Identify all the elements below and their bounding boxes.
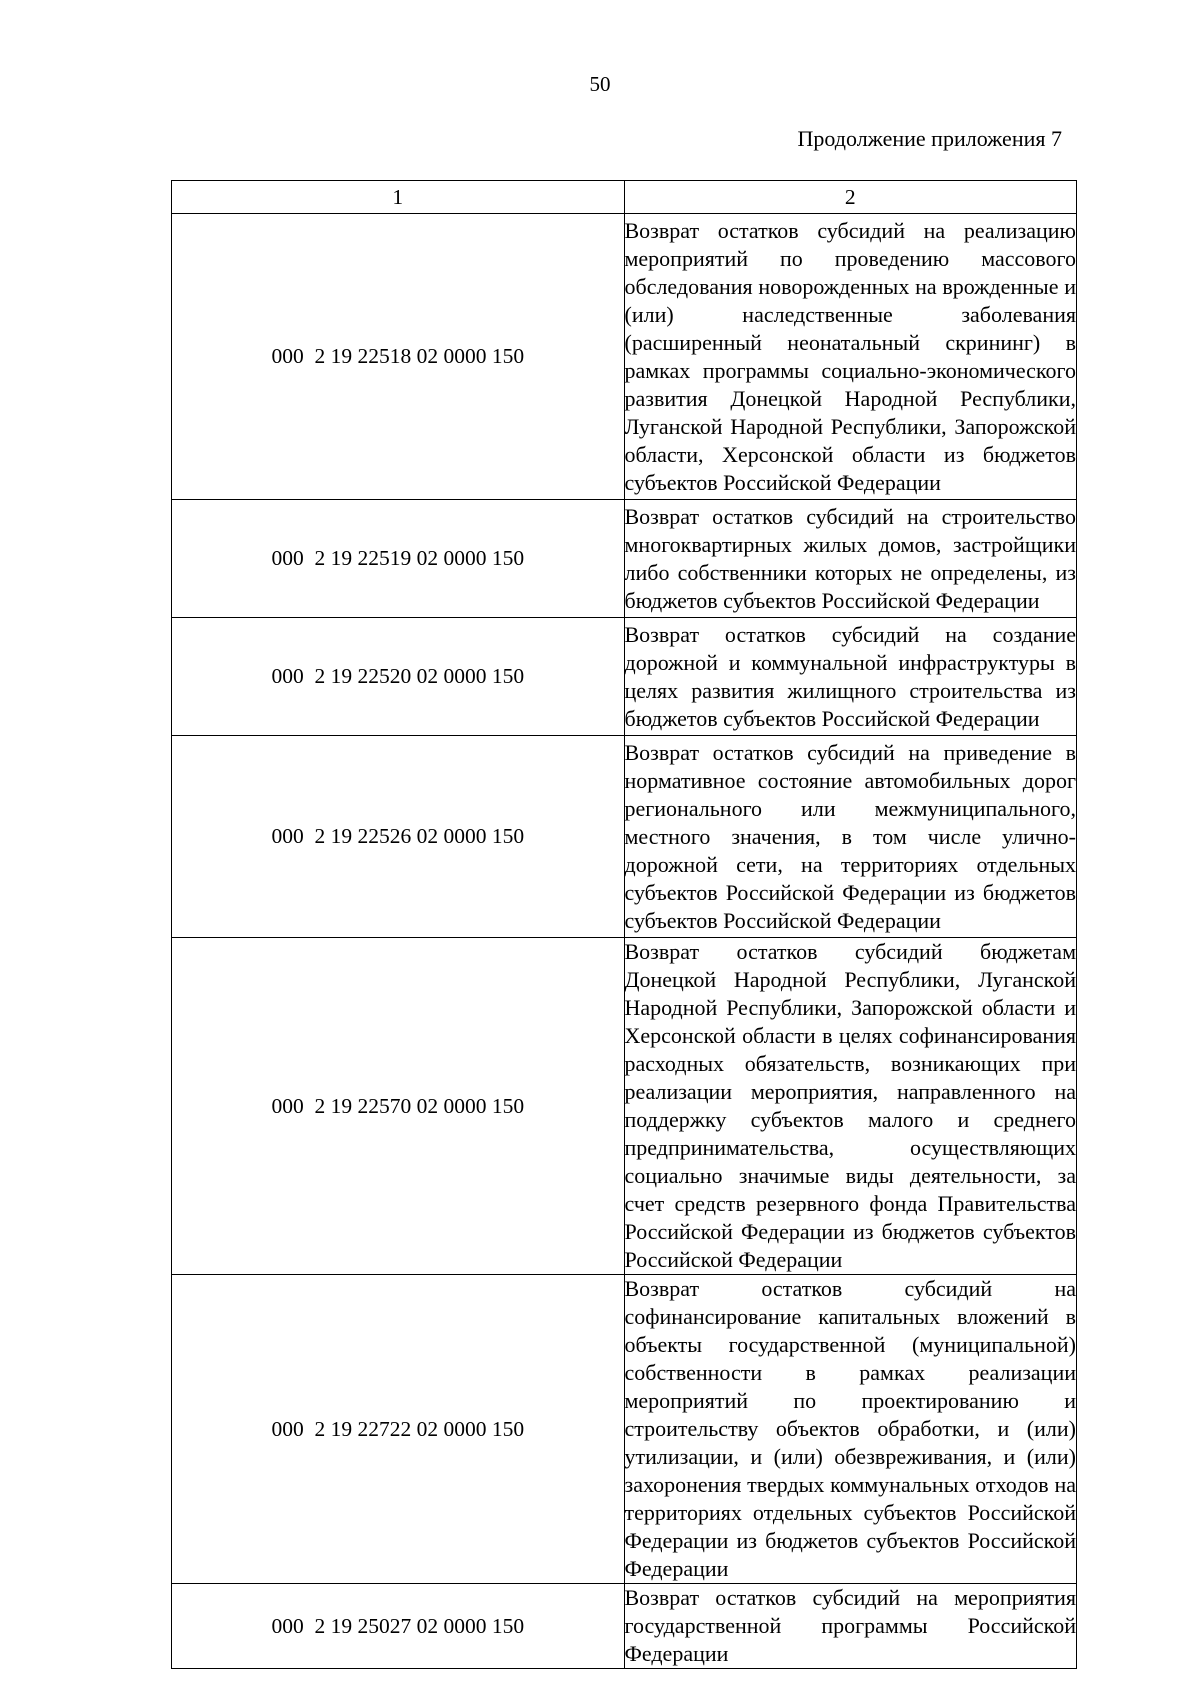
table-row	[172, 736, 1077, 938]
table-row	[172, 214, 1077, 500]
column-header-1: 1	[172, 181, 625, 214]
description-cell: Возврат остатков субсидий на софинансирование капитальных вложений в объекты государственной (муниципальной) собственности в рамках реализации мероприятий по проектированию и строительству объектов обработки, и (или) утилизации, и (или) обезвреживания, и (или) захоронения твердых коммунальных отходов на территориях отдельных субъектов Российской Федерации из бюджетов субъектов Российской Федерации	[624, 1275, 1077, 1584]
budget-code-cell: 000 2 19 22519 02 0000 150	[172, 500, 625, 618]
budget-code-cell: 000 2 19 25027 02 0000 150	[172, 1584, 625, 1669]
page-number: 50	[589, 72, 611, 96]
description-cell: Возврат остатков субсидий на создание дорожной и коммунальной инфраструктуры в целях развития жилищного строительства из бюджетов субъектов Российской Федерации	[624, 618, 1077, 736]
description-cell: Возврат остатков субсидий на реализацию мероприятий по проведению массового обследования новорожденных на врожденные и (или) наследственные заболевания (расширенный неонатальный скрининг) в рамках программы социально-экономического развития Донецкой Народной Республики, Луганской Народной Республики, Запорожской области, Херсонской области из бюджетов субъектов Российской Федерации	[624, 214, 1077, 500]
description-cell: Возврат остатков субсидий на приведение в нормативное состояние автомобильных дорог регионального или межмуниципального, местного значения, в том числе улично-дорожной сети, на территориях отдельных субъектов Российской Федерации из бюджетов субъектов Российской Федерации	[624, 736, 1077, 938]
table-header-row	[172, 181, 1077, 214]
column-header-2: 2	[624, 181, 1077, 214]
description-cell: Возврат остатков субсидий на мероприятия государственной программы Российской Федерации	[624, 1584, 1077, 1669]
table-row	[172, 1275, 1077, 1584]
table-row	[172, 618, 1077, 736]
budget-codes-table	[171, 180, 1077, 1669]
budget-code-cell: 000 2 19 22518 02 0000 150	[172, 214, 625, 500]
table-row	[172, 938, 1077, 1275]
description-cell: Возврат остатков субсидий бюджетам Донецкой Народной Республики, Луганской Народной Республики, Запорожской области и Херсонской области в целях софинансирования расходных обязательств, возникающих при реализации мероприятия, направленного на поддержку субъектов малого и среднего предпринимательства, осуществляющих социально значимые виды деятельности, за счет средств резервного фонда Правительства Российской Федерации из бюджетов субъектов Российской Федерации	[624, 938, 1077, 1275]
budget-code-cell: 000 2 19 22526 02 0000 150	[172, 736, 625, 938]
table-row	[172, 1584, 1077, 1669]
budget-code-cell: 000 2 19 22722 02 0000 150	[172, 1275, 625, 1584]
description-cell: Возврат остатков субсидий на строительство многоквартирных жилых домов, застройщики либо собственники которых не определены, из бюджетов субъектов Российской Федерации	[624, 500, 1077, 618]
appendix-continuation-note: Продолжение приложения 7	[797, 126, 1062, 151]
table-row	[172, 500, 1077, 618]
budget-code-cell: 000 2 19 22570 02 0000 150	[172, 938, 625, 1275]
budget-code-cell: 000 2 19 22520 02 0000 150	[172, 618, 625, 736]
